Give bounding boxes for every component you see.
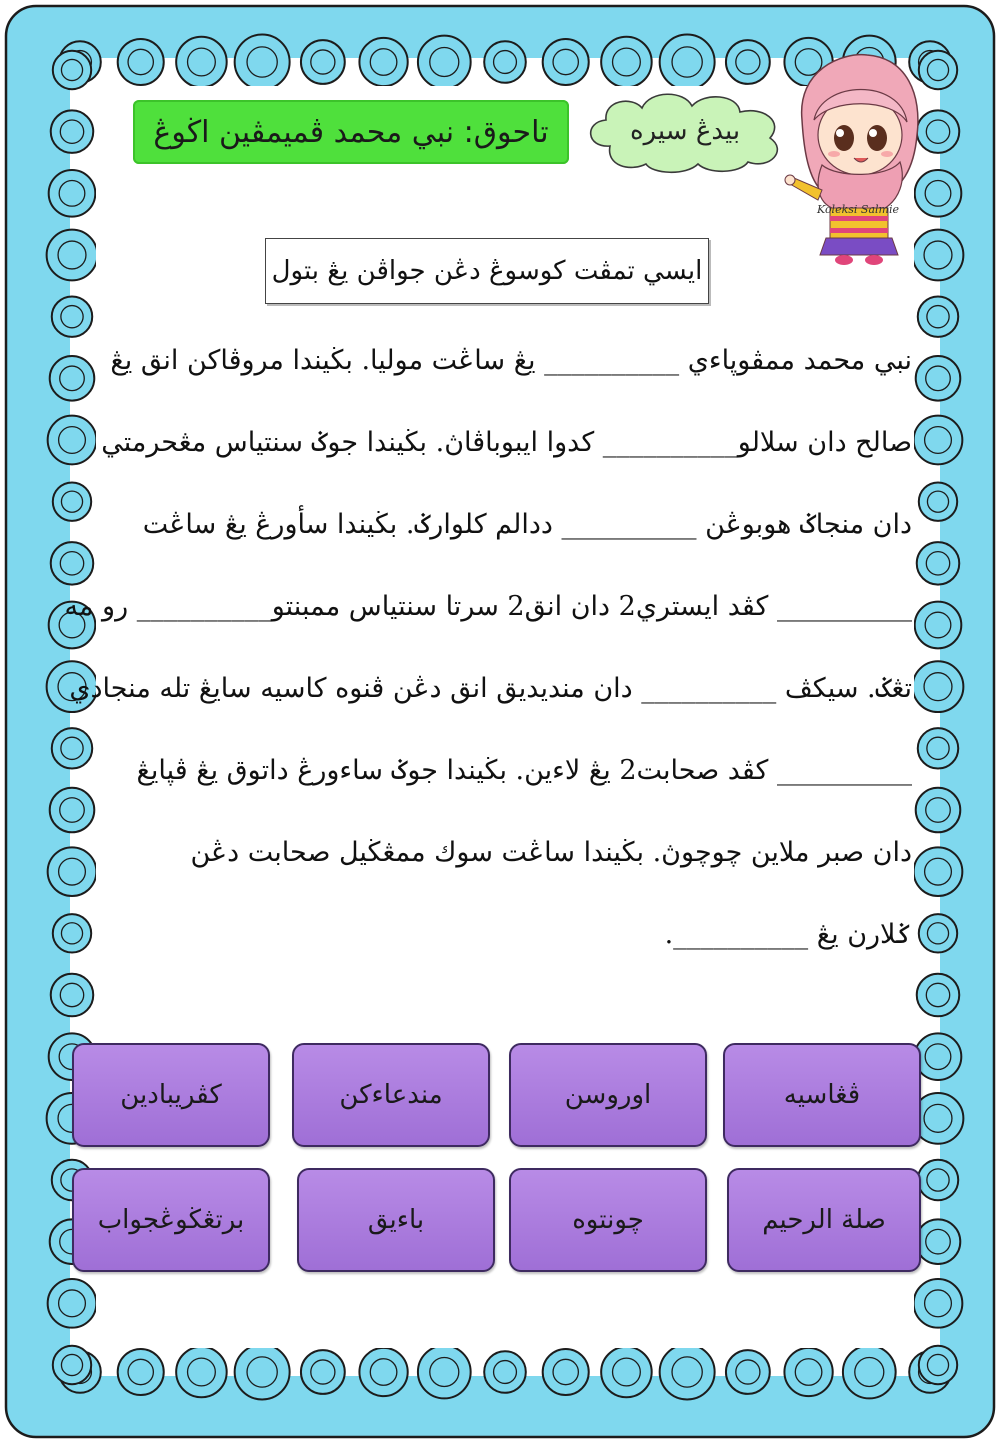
word-card-label: اوروسن [564, 1080, 652, 1110]
word-card[interactable] [72, 1168, 270, 1272]
word-card[interactable] [297, 1168, 495, 1272]
word-card-label: باءيق [367, 1205, 425, 1235]
instruction-text: ايسي تمڤت كوسوڠ دڠن جواڤن يڠ بتول [271, 256, 703, 286]
passage-line: نبي محمد ممڤوڽاءي __________ يڠ ساڠت موليا. بڬيندا مروڤاكن انق يڠ [110, 345, 912, 376]
word-card[interactable] [72, 1043, 270, 1147]
illustration-caption: Koleksi Salmie [817, 203, 899, 216]
passage-line: صالح دان سلالو__________ كدوا ايبوباڤاڽ. بڬيندا جوݢ سنتياس مڠحرمتي [101, 427, 912, 458]
hijab-girl-illustration [782, 50, 932, 270]
subject-cloud [580, 88, 790, 174]
passage-line: __________ كڤد ايستري2 دان انق2 سرتا سنتياس ممبنتو__________ رو مه [64, 591, 912, 622]
word-card-label: صلة الرحيم [762, 1205, 886, 1235]
passage-line: ݢلارن يڠ __________. [664, 919, 912, 950]
word-card[interactable] [727, 1168, 921, 1272]
passage-line: __________ كڤد صحابت2 يڠ لاءين. بڬيندا جوݢ ساءورڠ داتوق يڠ ڤڽايڠ [136, 755, 912, 786]
passage [64, 335, 912, 991]
word-card-label: چونتوه [572, 1205, 644, 1235]
passage-line: دان منجاݢ هوبوڠن __________ ددالم كلوارݢ. بڬيندا سأورڠ يڠ ساڠت [142, 509, 912, 540]
word-card[interactable] [723, 1043, 921, 1147]
word-card-label: ڤڠاسيه [783, 1080, 861, 1110]
word-card-label: برتڠڬوڠجواب [97, 1205, 245, 1235]
word-card[interactable] [509, 1168, 707, 1272]
word-card-label: كڤريبادين [120, 1080, 222, 1110]
subject-label: بيدڠ سيره [629, 116, 741, 146]
word-card-label: مندعاءكن [339, 1080, 443, 1110]
passage-line: تڠݢ. سيكڤ __________ دان منديديق انق دڠن ڤنوه كاسيه سايڠ تله منجادي [69, 673, 912, 704]
word-card[interactable] [509, 1043, 707, 1147]
topic-title: تاحوق: نبي محمد ڤميمڤين اڬوڠ [153, 114, 549, 150]
passage-line: دان صبر ملاين چوچوڽ. بڬيندا ساڠت سوك ممڠڬيل صحابت دڠن [190, 837, 912, 868]
topic-title-box [133, 100, 569, 164]
word-card[interactable] [292, 1043, 490, 1147]
instruction-box [265, 238, 709, 304]
